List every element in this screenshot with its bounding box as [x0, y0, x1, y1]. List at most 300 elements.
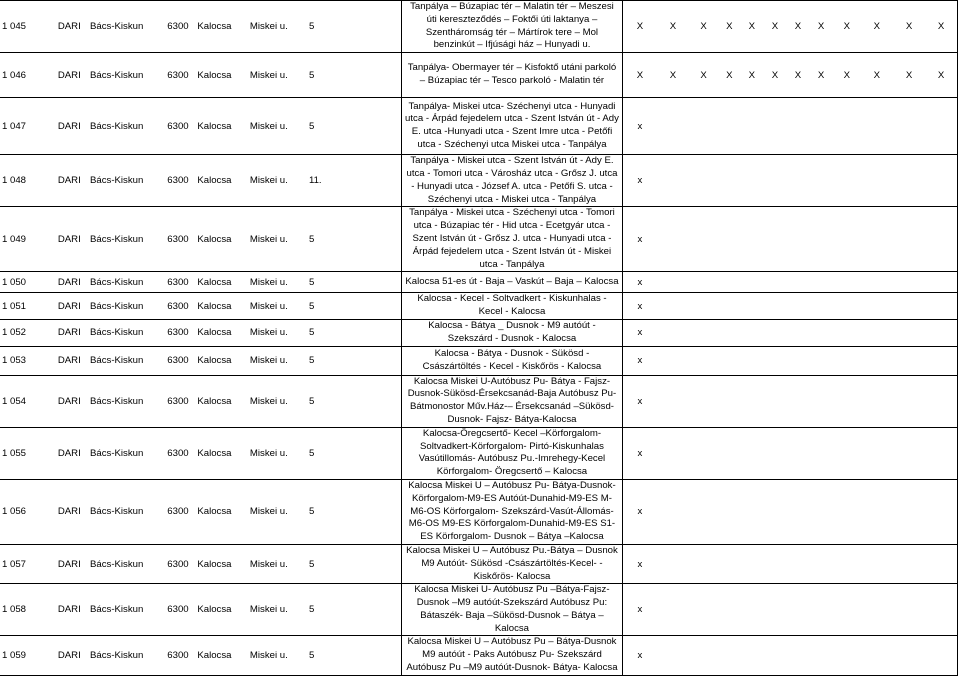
day-mark: [809, 636, 833, 675]
day-mark: [893, 98, 925, 155]
day-mark: [689, 272, 718, 293]
day-mark: [657, 427, 689, 479]
table-row: [0, 375, 958, 427]
day-mark: [689, 427, 718, 479]
row-number: 1 055: [0, 427, 56, 479]
day-mark: X: [623, 1, 657, 53]
street: Miskei u.: [248, 636, 307, 675]
day-mark: [809, 584, 833, 636]
day-mark: [925, 584, 957, 636]
postal-code: 6300: [165, 544, 195, 583]
day-mark: [718, 375, 741, 427]
county: Bács-Kiskun: [88, 98, 165, 155]
day-mark: [893, 272, 925, 293]
day-mark: [861, 479, 893, 544]
day-mark: [861, 98, 893, 155]
city: Kalocsa: [195, 544, 248, 583]
row-number: 1 058: [0, 584, 56, 636]
day-mark: [925, 544, 957, 583]
day-mark: x: [623, 375, 657, 427]
postal-code: 6300: [165, 427, 195, 479]
day-mark: [833, 319, 861, 346]
day-mark: x: [623, 479, 657, 544]
postal-code: 6300: [165, 98, 195, 155]
row-number: 1 052: [0, 319, 56, 346]
day-mark: [657, 375, 689, 427]
street: Miskei u.: [248, 346, 307, 375]
city: Kalocsa: [195, 427, 248, 479]
day-mark: [833, 636, 861, 675]
day-mark: [787, 479, 810, 544]
day-mark: [763, 272, 787, 293]
street: Miskei u.: [248, 293, 307, 320]
day-mark: [689, 155, 718, 207]
postal-code: 6300: [165, 375, 195, 427]
day-mark: [809, 98, 833, 155]
row-number: 1 048: [0, 155, 56, 207]
day-mark: [763, 98, 787, 155]
row-number: 1 051: [0, 293, 56, 320]
day-mark: [833, 98, 861, 155]
day-mark: [657, 207, 689, 272]
county: Bács-Kiskun: [88, 155, 165, 207]
day-mark: X: [741, 53, 764, 98]
operator: DARI: [56, 272, 88, 293]
day-mark: X: [718, 53, 741, 98]
day-mark: [925, 479, 957, 544]
street: Miskei u.: [248, 544, 307, 583]
operator: DARI: [56, 427, 88, 479]
day-mark: [787, 375, 810, 427]
street: Miskei u.: [248, 98, 307, 155]
house-number: 5: [307, 272, 401, 293]
house-number: 5: [307, 479, 401, 544]
day-mark: [787, 319, 810, 346]
day-mark: [718, 427, 741, 479]
day-mark: [741, 293, 764, 320]
day-mark: [689, 636, 718, 675]
day-mark: [689, 207, 718, 272]
day-mark: X: [718, 1, 741, 53]
row-number: 1 047: [0, 98, 56, 155]
day-mark: [925, 98, 957, 155]
day-mark: [689, 346, 718, 375]
day-mark: [833, 479, 861, 544]
day-mark: [861, 207, 893, 272]
county: Bács-Kiskun: [88, 319, 165, 346]
day-mark: [809, 479, 833, 544]
day-mark: [925, 319, 957, 346]
day-mark: [925, 207, 957, 272]
route-description: Kalocsa Miskei U – Autóbusz Pu- Bátya-Dusnok-Körforgalom-M9-ES Autóút-Dunahid-M9-ES M-M6-OS Körforgalom- Szekszárd-Vasút-Állomás-M6-OS M9-ES Körforgalom-Dunahid-M9-ES S1-ES Körforgalom- Dusnok – Bátya –Kalocsa: [401, 479, 622, 544]
row-number: 1 045: [0, 1, 56, 53]
day-mark: [689, 293, 718, 320]
day-mark: [763, 479, 787, 544]
street: Miskei u.: [248, 155, 307, 207]
city: Kalocsa: [195, 479, 248, 544]
day-mark: [763, 544, 787, 583]
street: Miskei u.: [248, 319, 307, 346]
day-mark: [833, 584, 861, 636]
day-mark: X: [861, 1, 893, 53]
day-mark: [718, 346, 741, 375]
day-mark: [861, 544, 893, 583]
day-mark: [741, 272, 764, 293]
day-mark: X: [689, 53, 718, 98]
day-mark: [657, 319, 689, 346]
day-mark: x: [623, 636, 657, 675]
day-mark: [741, 375, 764, 427]
day-mark: [925, 375, 957, 427]
city: Kalocsa: [195, 346, 248, 375]
route-description: Kalocsa - Bátya - Dusnok - Sükösd - Császártöltés - Kecel - Kiskőrös - Kalocsa: [401, 346, 622, 375]
day-mark: x: [623, 346, 657, 375]
day-mark: [809, 207, 833, 272]
day-mark: [763, 346, 787, 375]
row-number: 1 049: [0, 207, 56, 272]
day-mark: X: [623, 53, 657, 98]
day-mark: [763, 293, 787, 320]
route-description: Tanpálya- Miskei utca- Széchenyi utca - Hunyadi utca - Árpád fejedelem utca - Szent István út - Ady E. utca -Hunyadi utca - Szent Imre utca - Petőfi utca - Széchenyi utca Miskei utca - Tanpálya: [401, 98, 622, 155]
operator: DARI: [56, 319, 88, 346]
day-mark: [833, 155, 861, 207]
route-description: Tanpálya- Obermayer tér – Kisfoktő utáni parkoló – Búzapiac tér – Tesco parkoló - Malatin tér: [401, 53, 622, 98]
day-mark: [657, 346, 689, 375]
day-mark: [718, 636, 741, 675]
day-mark: [833, 427, 861, 479]
day-mark: [787, 544, 810, 583]
day-mark: [741, 544, 764, 583]
day-mark: [893, 346, 925, 375]
day-mark: [763, 584, 787, 636]
day-mark: x: [623, 544, 657, 583]
postal-code: 6300: [165, 636, 195, 675]
day-mark: [689, 479, 718, 544]
city: Kalocsa: [195, 1, 248, 53]
day-mark: [833, 207, 861, 272]
day-mark: X: [787, 1, 810, 53]
city: Kalocsa: [195, 636, 248, 675]
day-mark: [809, 375, 833, 427]
day-mark: [893, 544, 925, 583]
day-mark: [657, 98, 689, 155]
operator: DARI: [56, 584, 88, 636]
postal-code: 6300: [165, 346, 195, 375]
row-number: 1 054: [0, 375, 56, 427]
county: Bács-Kiskun: [88, 272, 165, 293]
day-mark: [893, 293, 925, 320]
operator: DARI: [56, 155, 88, 207]
day-mark: [833, 346, 861, 375]
operator: DARI: [56, 293, 88, 320]
operator: DARI: [56, 98, 88, 155]
house-number: 5: [307, 346, 401, 375]
day-mark: [833, 293, 861, 320]
operator: DARI: [56, 207, 88, 272]
day-mark: [809, 272, 833, 293]
house-number: 5: [307, 375, 401, 427]
house-number: 5: [307, 293, 401, 320]
day-mark: [893, 155, 925, 207]
day-mark: [861, 272, 893, 293]
route-description: Kalocsa-Öregcsertő- Kecel –Körforgalom-Soltvadkert-Körforgalom- Pirtó-Kiskunhalas Vasútillomás- Autóbusz Pu.-Imrehegy-Kecel Körforgalom- Öregcsertő – Kalocsa: [401, 427, 622, 479]
row-number: 1 053: [0, 346, 56, 375]
day-mark: [657, 479, 689, 544]
day-mark: [893, 375, 925, 427]
day-mark: x: [623, 427, 657, 479]
day-mark: [833, 272, 861, 293]
day-mark: [893, 479, 925, 544]
postal-code: 6300: [165, 319, 195, 346]
day-mark: X: [787, 53, 810, 98]
table-row: [0, 319, 958, 346]
day-mark: [718, 98, 741, 155]
day-mark: [861, 584, 893, 636]
day-mark: [809, 544, 833, 583]
street: Miskei u.: [248, 53, 307, 98]
day-mark: [718, 272, 741, 293]
day-mark: [718, 207, 741, 272]
table-row: [0, 155, 958, 207]
street: Miskei u.: [248, 375, 307, 427]
day-mark: x: [623, 584, 657, 636]
day-mark: [787, 584, 810, 636]
day-mark: [833, 375, 861, 427]
operator: DARI: [56, 636, 88, 675]
day-mark: [787, 207, 810, 272]
day-mark: [833, 544, 861, 583]
day-mark: [718, 155, 741, 207]
day-mark: [925, 272, 957, 293]
day-mark: X: [925, 1, 957, 53]
county: Bács-Kiskun: [88, 53, 165, 98]
county: Bács-Kiskun: [88, 544, 165, 583]
row-number: 1 057: [0, 544, 56, 583]
day-mark: [925, 636, 957, 675]
county: Bács-Kiskun: [88, 636, 165, 675]
day-mark: [741, 98, 764, 155]
route-description: Kalocsa - Kecel - Soltvadkert - Kiskunhalas - Kecel - Kalocsa: [401, 293, 622, 320]
day-mark: X: [689, 1, 718, 53]
day-mark: [809, 427, 833, 479]
day-mark: [893, 427, 925, 479]
day-mark: X: [893, 1, 925, 53]
day-mark: X: [833, 1, 861, 53]
postal-code: 6300: [165, 53, 195, 98]
table-row: [0, 293, 958, 320]
day-mark: [718, 584, 741, 636]
day-mark: [861, 375, 893, 427]
day-mark: [893, 319, 925, 346]
day-mark: X: [763, 1, 787, 53]
day-mark: [741, 346, 764, 375]
day-mark: X: [861, 53, 893, 98]
day-mark: X: [809, 53, 833, 98]
house-number: 5: [307, 584, 401, 636]
operator: DARI: [56, 53, 88, 98]
house-number: 5: [307, 544, 401, 583]
postal-code: 6300: [165, 155, 195, 207]
street: Miskei u.: [248, 207, 307, 272]
operator: DARI: [56, 479, 88, 544]
day-mark: [809, 346, 833, 375]
table-row: [0, 636, 958, 675]
route-description: Tanpálya - Miskei utca - Szent István út - Ady E. utca - Tomori utca - Városház utca - Grősz J. utca - Hunyadi utca - József A. utca - Petőfi S. utca - Széchenyi utca - Miskei utca - Tanpálya: [401, 155, 622, 207]
day-mark: [861, 346, 893, 375]
day-mark: [689, 544, 718, 583]
table-row: [0, 584, 958, 636]
day-mark: [657, 272, 689, 293]
day-mark: [861, 155, 893, 207]
day-mark: [763, 636, 787, 675]
house-number: 11.: [307, 155, 401, 207]
day-mark: [657, 544, 689, 583]
county: Bács-Kiskun: [88, 427, 165, 479]
day-mark: [657, 636, 689, 675]
day-mark: x: [623, 207, 657, 272]
day-mark: [718, 544, 741, 583]
day-mark: [741, 479, 764, 544]
operator: DARI: [56, 544, 88, 583]
day-mark: [689, 584, 718, 636]
row-number: 1 059: [0, 636, 56, 675]
day-mark: [741, 155, 764, 207]
house-number: 5: [307, 319, 401, 346]
day-mark: X: [657, 1, 689, 53]
house-number: 5: [307, 207, 401, 272]
city: Kalocsa: [195, 272, 248, 293]
day-mark: [763, 375, 787, 427]
day-mark: [763, 427, 787, 479]
house-number: 5: [307, 636, 401, 675]
day-mark: X: [833, 53, 861, 98]
day-mark: X: [893, 53, 925, 98]
day-mark: [741, 584, 764, 636]
street: Miskei u.: [248, 479, 307, 544]
postal-code: 6300: [165, 293, 195, 320]
day-mark: X: [925, 53, 957, 98]
table-row: [0, 346, 958, 375]
house-number: 5: [307, 1, 401, 53]
county: Bács-Kiskun: [88, 375, 165, 427]
day-mark: [787, 636, 810, 675]
city: Kalocsa: [195, 375, 248, 427]
postal-code: 6300: [165, 1, 195, 53]
day-mark: [925, 427, 957, 479]
day-mark: [763, 207, 787, 272]
route-description: Kalocsa Miskei U – Autóbusz Pu – Bátya-Dusnok M9 autóút - Paks Autóbusz Pu- Szekszárd Autóbusz Pu –M9 autóút-Dusnok- Bátya- Kalocsa: [401, 636, 622, 675]
table-row: [0, 427, 958, 479]
day-mark: [861, 319, 893, 346]
day-mark: [893, 207, 925, 272]
city: Kalocsa: [195, 207, 248, 272]
day-mark: [861, 293, 893, 320]
day-mark: x: [623, 155, 657, 207]
day-mark: X: [741, 1, 764, 53]
house-number: 5: [307, 427, 401, 479]
operator: DARI: [56, 1, 88, 53]
day-mark: [689, 375, 718, 427]
table-row: [0, 272, 958, 293]
day-mark: [741, 636, 764, 675]
county: Bács-Kiskun: [88, 1, 165, 53]
day-mark: [861, 427, 893, 479]
day-mark: [657, 155, 689, 207]
table-row: [0, 479, 958, 544]
day-mark: X: [763, 53, 787, 98]
county: Bács-Kiskun: [88, 584, 165, 636]
day-mark: [741, 319, 764, 346]
day-mark: [787, 98, 810, 155]
route-description: Kalocsa 51-es út - Baja – Vaskút – Baja – Kalocsa: [401, 272, 622, 293]
day-mark: [689, 98, 718, 155]
day-mark: [787, 427, 810, 479]
county: Bács-Kiskun: [88, 293, 165, 320]
route-description: Kalocsa Miskei U- Autóbusz Pu –Bátya-Fajsz-Dusnok –M9 autóút-Szekszárd Autóbusz Pu: Bátaszék- Baja –Sükösd-Dusnok – Bátya – Kalocsa: [401, 584, 622, 636]
postal-code: 6300: [165, 584, 195, 636]
street: Miskei u.: [248, 427, 307, 479]
row-number: 1 050: [0, 272, 56, 293]
day-mark: [925, 293, 957, 320]
city: Kalocsa: [195, 293, 248, 320]
route-description: Kalocsa Miskei U-Autóbusz Pu- Bátya - Fajsz-Dusnok-Sükösd-Érsekcsanád-Baja Autóbusz Pu-Bátmonostor Műv.Ház-– Érsekcsanád –Sükösd- Dusnok- Fajsz- Bátya-Kalocsa: [401, 375, 622, 427]
route-description: Tanpálya - Miskei utca - Széchenyi utca - Tomori utca - Búzapiac tér - Hid utca - Ecetgyár utca - Szent István út - Grősz J. utca - Hunyadi utca - Árpád fejedelem utca - Szent István út - Miskei utca - Tanpálya: [401, 207, 622, 272]
street: Miskei u.: [248, 1, 307, 53]
city: Kalocsa: [195, 155, 248, 207]
table-row: [0, 98, 958, 155]
day-mark: x: [623, 293, 657, 320]
route-description: Tanpálya – Búzapiac tér – Malatin tér – Meszesi úti kereszteződés – Foktői úti laktanya – Szentháromság tér – Mártírok tere – Mol benzinkút – Ifjúsági ház – Hunyadi u.: [401, 1, 622, 53]
route-description: Kalocsa Miskei U – Autóbusz Pu.-Bátya – Dusnok M9 Autóút- Sükösd -Császártöltés-Kecel- - Kiskőrös- Kalocsa: [401, 544, 622, 583]
day-mark: [787, 293, 810, 320]
route-description: Kalocsa - Bátya _ Dusnok - M9 autóút - Szekszárd - Dusnok - Kalocsa: [401, 319, 622, 346]
street: Miskei u.: [248, 584, 307, 636]
day-mark: [893, 584, 925, 636]
city: Kalocsa: [195, 319, 248, 346]
day-mark: [763, 155, 787, 207]
day-mark: [657, 293, 689, 320]
table-row: [0, 544, 958, 583]
day-mark: [925, 155, 957, 207]
table-row: [0, 53, 958, 98]
day-mark: x: [623, 272, 657, 293]
city: Kalocsa: [195, 53, 248, 98]
day-mark: [787, 155, 810, 207]
operator: DARI: [56, 375, 88, 427]
day-mark: [741, 427, 764, 479]
operator: DARI: [56, 346, 88, 375]
day-mark: [893, 636, 925, 675]
postal-code: 6300: [165, 479, 195, 544]
day-mark: [718, 319, 741, 346]
day-mark: [861, 636, 893, 675]
day-mark: [925, 346, 957, 375]
day-mark: [787, 346, 810, 375]
day-mark: [809, 319, 833, 346]
house-number: 5: [307, 53, 401, 98]
row-number: 1 046: [0, 53, 56, 98]
county: Bács-Kiskun: [88, 207, 165, 272]
postal-code: 6300: [165, 272, 195, 293]
day-mark: x: [623, 319, 657, 346]
day-mark: [787, 272, 810, 293]
street: Miskei u.: [248, 272, 307, 293]
county: Bács-Kiskun: [88, 346, 165, 375]
house-number: 5: [307, 98, 401, 155]
day-mark: [689, 319, 718, 346]
table-row: [0, 207, 958, 272]
city: Kalocsa: [195, 584, 248, 636]
